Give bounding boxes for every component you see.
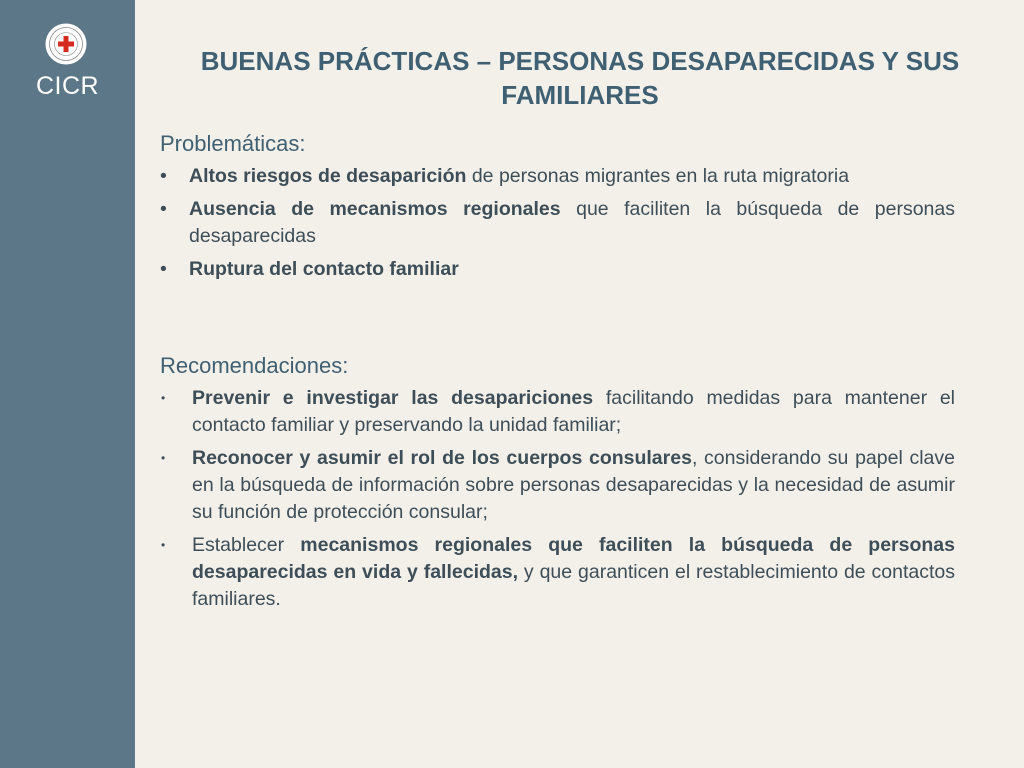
bullet-list: [160, 163, 955, 283]
red-cross-emblem-icon: [45, 23, 87, 65]
item-text-bold: Altos riesgos de desaparición: [189, 165, 467, 187]
list-item: [160, 385, 955, 439]
section-heading: Problemáticas:: [160, 131, 306, 156]
item-text-bold: mecanismos regionales que faciliten la búsqueda de personas desaparecidas en vida y fallecidas,: [192, 534, 955, 583]
bullet-glyph: •: [161, 538, 166, 552]
item-text: Establecer: [192, 534, 301, 556]
section-problematicas: [160, 131, 955, 289]
item-text: facilitando medidas para mantener el contacto familiar y preservando la unidad familiar;: [192, 387, 955, 436]
item-text: y que garanticen el restablecimiento de contactos familiares.: [192, 561, 956, 610]
list-item: [160, 256, 955, 283]
section-heading: Recomendaciones:: [160, 353, 349, 378]
item-text-bold: Ausencia de mecanismos regionales: [189, 198, 561, 220]
item-text: de personas migrantes en la ruta migratoria: [466, 165, 850, 187]
page-title: BUENAS PRÁCTICAS – PERSONAS DESAPARECIDAS Y SUS FAMILIARES: [200, 46, 960, 110]
item-text: que faciliten la búsqueda de personas desaparecidas: [189, 198, 955, 247]
item-text-bold: Prevenir e investigar las desapariciones: [192, 387, 594, 409]
section-recomendaciones: [160, 353, 955, 619]
bullet-glyph: •: [160, 198, 167, 220]
item-text-bold: Reconocer y asumir el rol de los cuerpos consulares: [192, 447, 692, 469]
brand-name: CICR: [35, 72, 100, 100]
bullet-glyph: •: [160, 258, 167, 280]
list-item: [160, 163, 955, 190]
sidebar: [0, 0, 135, 768]
bullet-list: [160, 385, 955, 613]
bullet-glyph: •: [161, 391, 166, 405]
list-item: [160, 196, 955, 250]
bullet-glyph: •: [161, 451, 166, 465]
item-text: , considerando su papel clave en la búsqueda de información sobre personas desaparecidas y la necesidad de asumir su función de protección consular;: [192, 447, 955, 523]
item-text-bold: Ruptura del contacto familiar: [189, 258, 459, 280]
list-item: [160, 532, 955, 613]
list-item: [160, 445, 955, 526]
bullet-glyph: •: [160, 165, 167, 187]
